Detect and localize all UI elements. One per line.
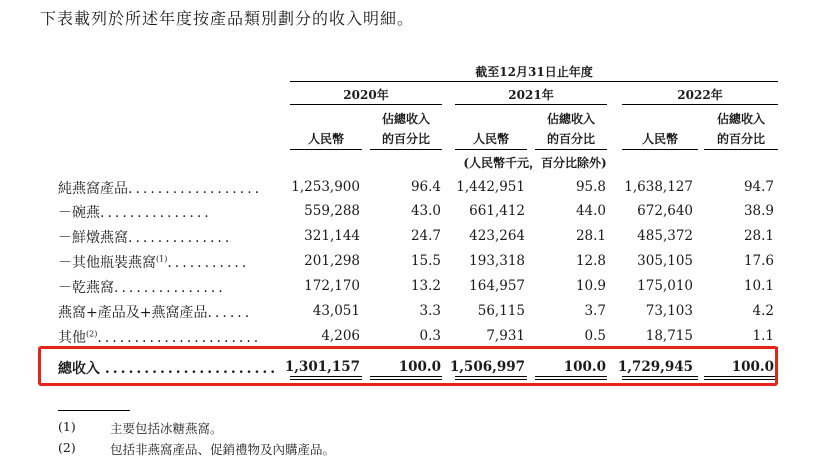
table-cell-v2021: 193,318 bbox=[469, 253, 525, 269]
footnote-2-marker: (2) bbox=[58, 440, 76, 455]
table-cell-p2021: 3.7 bbox=[584, 303, 606, 319]
row-label-text: 其他 bbox=[58, 330, 86, 346]
col-rule-pct-2022 bbox=[704, 149, 778, 150]
total-highlight-box bbox=[38, 346, 778, 386]
table-row-label bbox=[58, 178, 262, 198]
table-cell-v2020: 201,298 bbox=[304, 253, 360, 269]
year-2021-rule bbox=[455, 104, 607, 105]
footnote-1-text: 主要包括冰糖燕窩。 bbox=[110, 421, 223, 436]
row-label-text: 燕窩+產品及+燕窩產品 bbox=[58, 305, 208, 321]
table-row-label bbox=[58, 327, 261, 347]
table-cell-v2020: 559,288 bbox=[304, 203, 360, 219]
row-label-text: 純燕窩產品 bbox=[58, 181, 128, 197]
year-2022-rule bbox=[622, 104, 778, 105]
table-cell-v2020: 172,170 bbox=[304, 278, 360, 294]
table-cell-v2022: 672,640 bbox=[637, 203, 693, 219]
table-cell-v2021: 7,931 bbox=[486, 328, 525, 344]
table-cell-v2021: 423,264 bbox=[469, 228, 525, 244]
table-cell-v2022: 73,103 bbox=[645, 303, 693, 319]
total-value-2020: 1,301,157 bbox=[284, 359, 360, 375]
leader-dots: ...................... bbox=[104, 361, 279, 377]
total-pct-2021: 100.0 bbox=[563, 359, 606, 375]
table-cell-p2020: 3.3 bbox=[419, 303, 441, 319]
year-2021-header: 2021年 bbox=[508, 88, 554, 102]
table-cell-p2021: 44.0 bbox=[575, 203, 606, 219]
unit-note: (人民幣千元，百分比除外) bbox=[463, 156, 607, 170]
row-label-text: －乾燕窩 bbox=[58, 280, 114, 296]
table-cell-p2022: 38.9 bbox=[743, 203, 774, 219]
table-cell-p2022: 17.6 bbox=[743, 253, 774, 269]
row-label-text: －碗燕 bbox=[58, 205, 100, 221]
table-cell-v2020: 1,253,900 bbox=[291, 179, 360, 195]
total-label-text: 總收入 bbox=[58, 361, 100, 377]
table-cell-p2021: 12.8 bbox=[575, 253, 606, 269]
footnote-2-text: 包括非燕窩產品、促銷禮物及內購產品。 bbox=[110, 442, 336, 457]
col-pct-2021-line1: 佔總收入 bbox=[546, 112, 595, 126]
footnote-ref: (1) bbox=[156, 254, 168, 264]
col-pct-2022-line2: 的百分比 bbox=[716, 132, 765, 146]
table-cell-v2021: 164,957 bbox=[469, 278, 525, 294]
col-rule-pct-2020 bbox=[370, 149, 442, 150]
year-2020-header: 2020年 bbox=[343, 88, 389, 102]
table-cell-p2021: 0.5 bbox=[584, 328, 606, 344]
table-cell-p2021: 28.1 bbox=[575, 228, 606, 244]
table-row-label bbox=[58, 302, 252, 322]
table-cell-v2020: 43,051 bbox=[312, 303, 360, 319]
col-rmb-2022: 人民幣 bbox=[641, 132, 678, 146]
intro-text: 下表載列於所述年度按產品類別劃分的收入明細。 bbox=[40, 9, 415, 28]
leader-dots: ...... bbox=[207, 305, 253, 321]
table-cell-p2021: 10.9 bbox=[575, 278, 606, 294]
table-row-label bbox=[58, 202, 212, 222]
leader-dots: ........... bbox=[167, 255, 250, 271]
table-cell-v2022: 305,105 bbox=[637, 253, 693, 269]
table-cell-v2020: 321,144 bbox=[304, 228, 360, 244]
table-cell-p2020: 43.0 bbox=[410, 203, 441, 219]
row-label-text: －其他瓶裝燕窩 bbox=[58, 255, 156, 271]
col-pct-2022-line1: 佔總收入 bbox=[716, 112, 765, 126]
table-cell-p2020: 24.7 bbox=[410, 228, 441, 244]
col-rule-pct-2021 bbox=[535, 149, 607, 150]
table-row-label bbox=[58, 277, 226, 297]
col-rmb-2021: 人民幣 bbox=[472, 132, 509, 146]
col-pct-2020-line1: 佔總收入 bbox=[381, 112, 430, 126]
total-value-2021: 1,506,997 bbox=[449, 359, 525, 375]
table-cell-p2022: 94.7 bbox=[743, 179, 774, 195]
table-cell-p2020: 96.4 bbox=[410, 179, 441, 195]
table-cell-p2022: 10.1 bbox=[743, 278, 774, 294]
table-cell-v2022: 18,715 bbox=[645, 328, 693, 344]
col-pct-2020-line2: 的百分比 bbox=[381, 132, 430, 146]
table-cell-p2022: 4.2 bbox=[752, 303, 774, 319]
leader-dots: ............... bbox=[100, 205, 212, 221]
leader-dots: .............. bbox=[128, 230, 233, 246]
table-row-label bbox=[58, 227, 232, 247]
footnote-rule bbox=[58, 410, 130, 411]
period-header: 截至12月31日止年度 bbox=[475, 65, 593, 79]
table-row-label bbox=[58, 252, 249, 272]
year-2022-header: 2022年 bbox=[677, 88, 723, 102]
leader-dots: ............... bbox=[114, 280, 226, 296]
leader-dots: ...................... bbox=[97, 330, 262, 346]
col-rmb-2020: 人民幣 bbox=[307, 132, 344, 146]
total-pct-2022: 100.0 bbox=[731, 359, 774, 375]
footnote-ref: (2) bbox=[86, 329, 98, 339]
header-rule-top bbox=[290, 81, 778, 82]
table-cell-v2022: 175,010 bbox=[637, 278, 693, 294]
table-cell-p2022: 1.1 bbox=[752, 328, 774, 344]
table-cell-v2021: 56,115 bbox=[477, 303, 525, 319]
table-cell-p2020: 13.2 bbox=[410, 278, 441, 294]
leader-dots: .................. bbox=[128, 181, 263, 197]
table-cell-v2022: 485,372 bbox=[637, 228, 693, 244]
table-cell-p2022: 28.1 bbox=[743, 228, 774, 244]
year-2020-rule bbox=[290, 104, 442, 105]
col-pct-2021-line2: 的百分比 bbox=[546, 132, 595, 146]
table-cell-v2022: 1,638,127 bbox=[624, 179, 693, 195]
col-rule-rmb-2022 bbox=[622, 149, 698, 150]
col-rule-rmb-2020 bbox=[290, 149, 362, 150]
table-cell-v2021: 661,412 bbox=[469, 203, 525, 219]
row-label-text: －鮮燉燕窩 bbox=[58, 230, 128, 246]
col-rule-rmb-2021 bbox=[455, 149, 527, 150]
table-cell-p2020: 15.5 bbox=[410, 253, 441, 269]
footnote-1-marker: (1) bbox=[58, 419, 76, 434]
total-value-2022: 1,729,945 bbox=[617, 359, 693, 375]
table-cell-v2021: 1,442,951 bbox=[456, 179, 525, 195]
table-cell-v2020: 4,206 bbox=[321, 328, 360, 344]
table-cell-p2020: 0.3 bbox=[419, 328, 441, 344]
table-cell-p2021: 95.8 bbox=[575, 179, 606, 195]
total-pct-2020: 100.0 bbox=[398, 359, 441, 375]
